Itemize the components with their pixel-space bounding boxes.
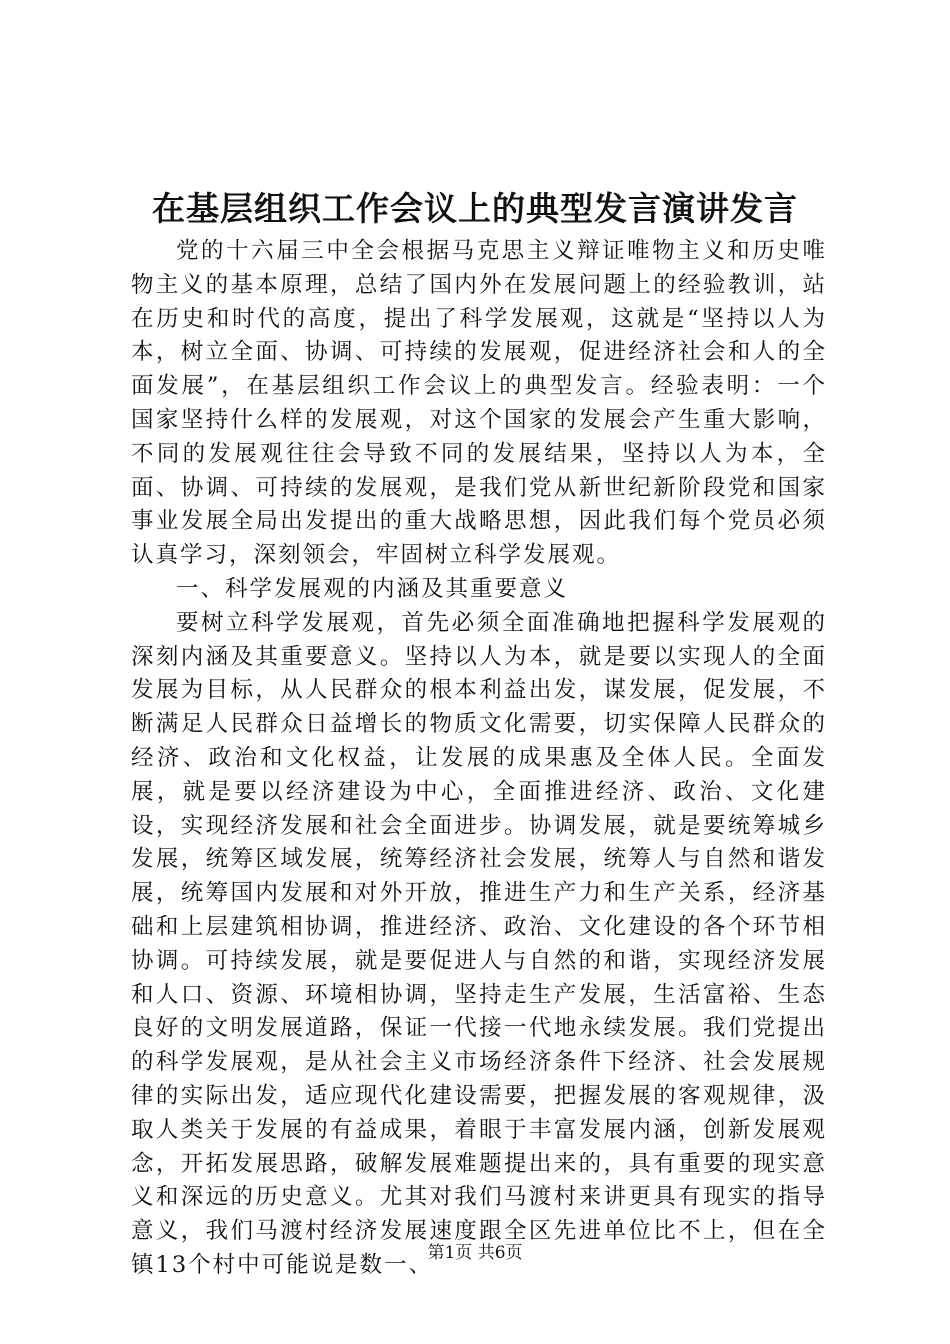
document-body xyxy=(131,235,827,1283)
paragraph-section-1: 要树立科学发展观，首先必须全面准确地把握科学发展观的深刻内涵及其重要意义。坚持以人为本，就是要以实现人的全面发展为目标，从人民群众的根本利益出发，谋发展，促发展，不断满足人民群众日益增长的物质文化需要，切实保障人民群众的经济、政治和文化权益，让发展的成果惠及全体人民。全面发展，就是要以经济建设为中心，全面推进经济、政治、文化建设，实现经济发展和社会全面进步。协调发展，就是要统筹城乡发展，统筹区域发展，统筹经济社会发展，统筹人与自然和谐发展，统筹国内发展和对外开放，推进生产力和生产关系，经济基础和上层建筑相协调，推进经济、政治、文化建设的各个环节相协调。可持续发展，就是要促进人与自然的和谐，实现经济发展和人口、资源、环境相协调，坚持走生产发展，生活富裕、生态良好的文明发展道路，保证一代接一代地永续发展。我们党提出的科学发展观，是从社会主义市场经济条件下经济、社会发展规律的实际出发，适应现代化建设需要，把握发展的客观规律，汲取人类关于发展的有益成果，着眼于丰富发展内涵，创新发展观念，开拓发展思路，破解发展难题提出来的，具有重要的现实意义和深远的历史意义。尤其对我们马渡村来讲更具有现实的指导意义，我们马渡村经济发展速度跟全区先进单位比不上，但在全镇13个村中可能说是数一、 xyxy=(131,609,827,1278)
section-heading: 一、科学发展观的内涵及其重要意义 xyxy=(176,575,569,602)
document-title: 在基层组织工作会议上的典型发言演讲发言 xyxy=(152,189,798,228)
paragraph-intro: 党的十六届三中全会根据马克思主义辩证唯物主义和历史唯物主义的基本原理，总结了国内外在发展问题上的经验教训，站在历史和时代的高度，提出了科学发展观，这就是“坚持以人为本，树立全面、协调、可持续的发展观，促进经济社会和人的全面发展”，在基层组织工作会议上的典型发言。经验表明：一个国家坚持什么样的发展观，对这个国家的发展会产生重大影响，不同的发展观往往会导致不同的发展结果，坚持以人为本，全面、协调、可持续的发展观，是我们党从新世纪新阶段党和国家事业发展全局出发提出的重大战略思想，因此我们每个党员必须认真学习，深刻领会，牢固树立科学发展观。 xyxy=(131,238,827,569)
page-number-footer: 第1页 共6页 xyxy=(427,1243,523,1263)
